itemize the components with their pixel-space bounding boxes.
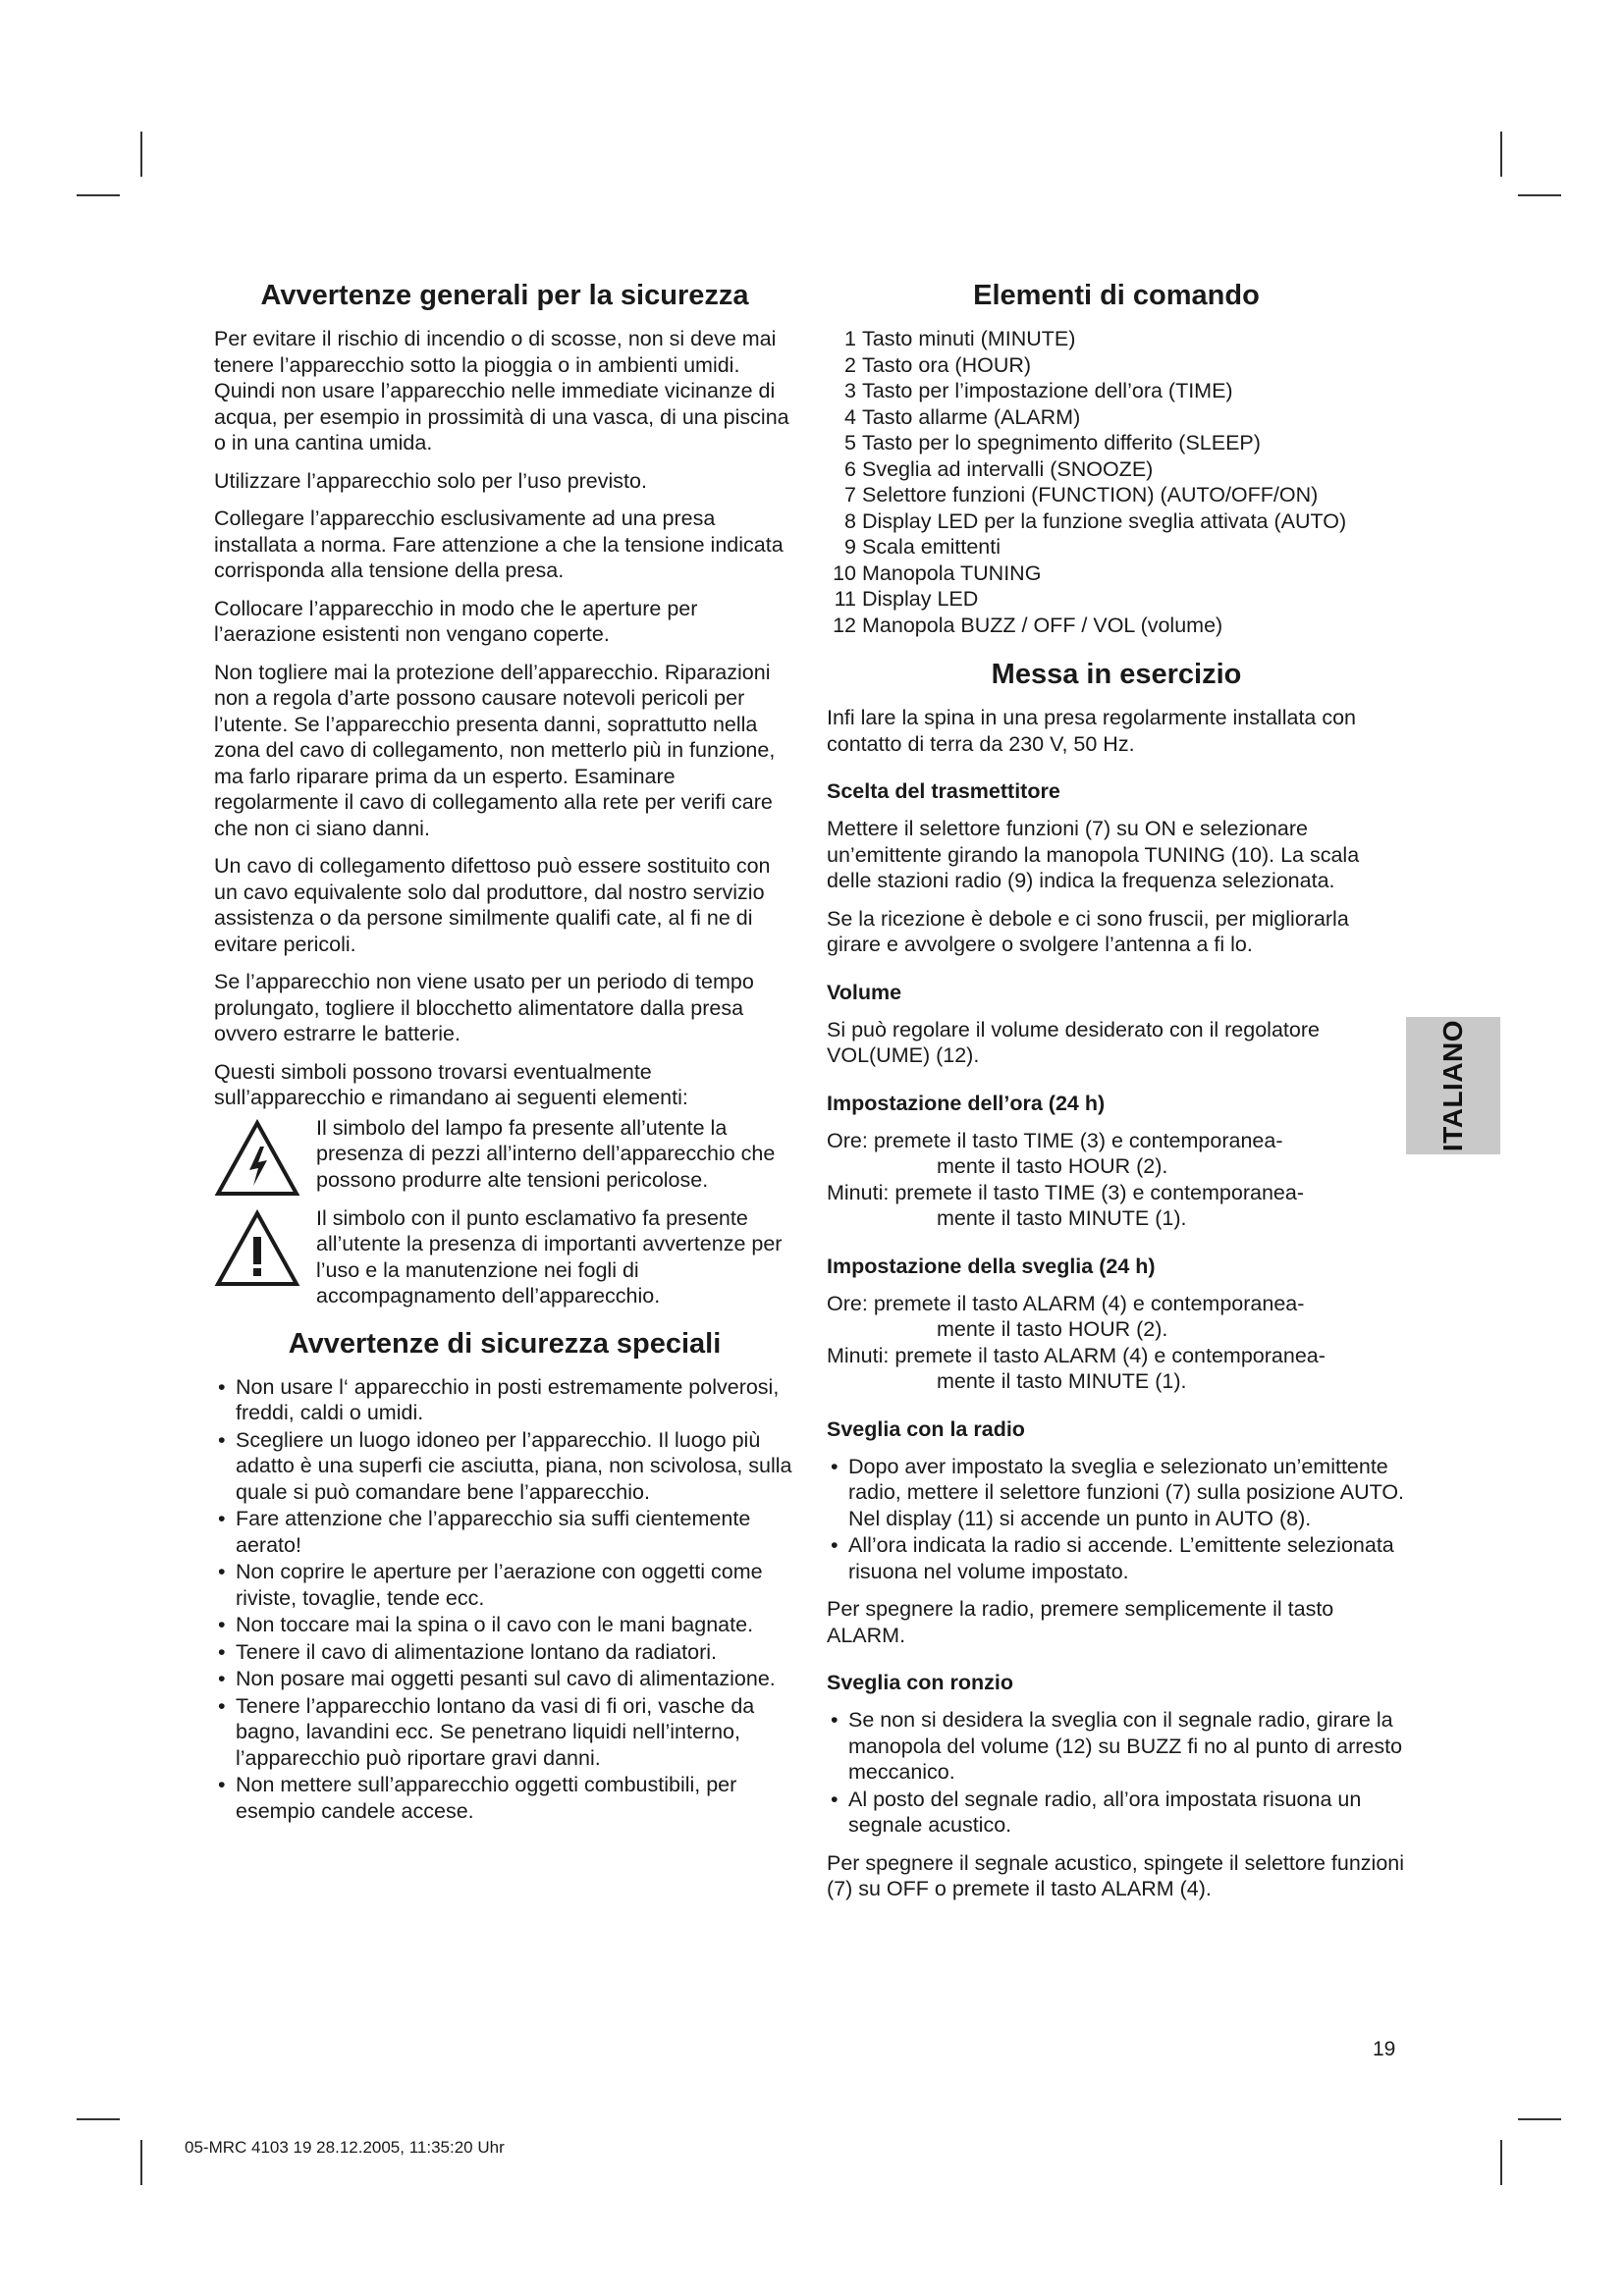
- right-column: [827, 279, 1406, 1914]
- left-column: [214, 279, 795, 1836]
- language-tab-label: ITALIANO: [1437, 1019, 1469, 1152]
- special-safety-list: [214, 1374, 795, 1825]
- paragraph: Utilizzare l’apparecchio solo per l’uso previsto.: [214, 468, 647, 493]
- subheading: Sveglia con la radio: [827, 1416, 1025, 1441]
- crop-mark: [1500, 2140, 1502, 2185]
- list-item: • Se non si desidera la sveglia con il segnale radio, girare la manopola del volume (12) su BUZZ fi no al punto di arresto meccanico.: [831, 1708, 1403, 1784]
- radio-alarm-list: [827, 1454, 1406, 1585]
- alarm-minutes-row: Minuti: premete il tasto ALARM (4) e contemporanea- mente il tasto MINUTE (1).: [827, 1343, 1326, 1393]
- page-number: 19: [1373, 2038, 1396, 2060]
- controls-list: [827, 326, 1406, 638]
- list-item: • Scegliere un luogo idoneo per l’apparecchio. Il luogo più adatto è una superfi cie asciutta, piana, non scivolosa, sulla quale si può comandare bene l’apparecchio.: [218, 1427, 792, 1504]
- crop-mark: [1518, 2118, 1561, 2120]
- general-safety-heading: Avvertenze generali per la sicurezza: [260, 280, 749, 311]
- crop-mark: [1518, 194, 1561, 196]
- list-item: 10 Manopola TUNING: [833, 561, 1042, 585]
- list-item: • Non coprire le aperture per l’aerazione con oggetti come riviste, tovaglie, tende ecc.: [218, 1560, 763, 1610]
- controls-heading: Elementi di comando: [973, 280, 1260, 311]
- list-item: 5 Tasto per lo spegnimento differito (SLEEP): [844, 431, 1261, 454]
- paragraph: Questi simboli possono trovarsi eventualmente sull’apparecchio e rimandano ai seguenti elementi:: [214, 1059, 688, 1109]
- print-footer: 05-MRC 4103 19 28.12.2005, 11:35:20 Uhr: [185, 2138, 505, 2157]
- time-hours-row: Ore: premete il tasto TIME (3) e contemporanea- mente il tasto HOUR (2).: [827, 1128, 1283, 1178]
- subheading: Scelta del trasmettitore: [827, 779, 1060, 803]
- exclamation-symbol-row: [214, 1205, 795, 1309]
- alarm-hours-row: Ore: premete il tasto ALARM (4) e contemporanea- mente il tasto HOUR (2).: [827, 1291, 1305, 1341]
- crop-mark: [140, 2140, 142, 2185]
- list-item: 1 Tasto minuti (MINUTE): [844, 327, 1076, 350]
- list-item: • Tenere il cavo di alimentazione lontano da radiatori.: [218, 1639, 718, 1664]
- list-item: 4 Tasto allarme (ALARM): [844, 404, 1081, 429]
- crop-mark: [140, 132, 142, 177]
- paragraph: Non togliere mai la protezione dell’apparecchio. Riparazioni non a regola d’arte possono causare notevoli pericoli per l’utente. Se l’apparecchio presenta danni, soprattutto nella zona del cavo di collegamento, non metterlo più in funzione, ma farlo riparare prima da un esperto. Esaminare regolarmente il cavo di collegamento alla rete per verifi care che non ci siano danni.: [214, 660, 776, 840]
- lightning-symbol-text: Il simbolo del lampo fa presente all’utente la presenza di pezzi all’interno dell’apparecchio che possono produrre alte tensioni pericolose.: [316, 1115, 776, 1192]
- paragraph: Per evitare il rischio di incendio o di scosse, non si deve mai tenere l’apparecchio sotto la pioggia o in ambienti umidi. Quindi non usare l’apparecchio nelle immediate vicinanze di acqua, per esempio in prossimità di una vasca, di una piscina o in una cantina umida.: [214, 327, 789, 454]
- paragraph: Un cavo di collegamento difettoso può essere sostituito con un cavo equivalente solo dal produttore, dal nostro servizio assistenza o da persone similmente qualifi cate, al fi ne di evitare pericoli.: [214, 854, 771, 956]
- paragraph: Si può regolare il volume desiderato con il regolatore VOL(UME) (12).: [827, 1017, 1320, 1067]
- subheading: Sveglia con ronzio: [827, 1671, 1013, 1694]
- list-item: 11 Display LED: [834, 587, 979, 611]
- paragraph: Infi lare la spina in una presa regolarmente installata con contatto di terra da 230 V, 50 Hz.: [827, 706, 1357, 756]
- list-item: • Non mettere sull’apparecchio oggetti combustibili, per esempio candele accese.: [218, 1773, 737, 1823]
- operation-heading: Messa in esercizio: [991, 659, 1242, 690]
- list-item: • Non toccare mai la spina o il cavo con le mani bagnate.: [218, 1613, 754, 1636]
- list-item: 8 Display LED per la funzione sveglia attivata (AUTO): [844, 508, 1347, 533]
- paragraph: Per spegnere la radio, premere semplicemente il tasto ALARM.: [827, 1597, 1334, 1647]
- list-item: • Non posare mai oggetti pesanti sul cavo di alimentazione.: [218, 1667, 776, 1690]
- buzz-alarm-list: [827, 1707, 1406, 1839]
- exclamation-symbol-text: Il simbolo con il punto esclamativo fa presente all’utente la presenza di importanti avvertenze per l’uso e la manutenzione nei fogli di accompagnamento dell’apparecchio.: [316, 1205, 783, 1308]
- crop-mark: [77, 2118, 120, 2120]
- paragraph: Collegare l’apparecchio esclusivamente ad una presa installata a norma. Fare attenzione a che la tensione indicata corrisponda alla tensione della presa.: [214, 507, 784, 582]
- paragraph: Collocare l’apparecchio in modo che le aperture per l’aerazione esistenti non vengano coperte.: [214, 596, 698, 646]
- list-item: • All’ora indicata la radio si accende. L’emittente selezionata risuona nel volume impostato.: [831, 1533, 1394, 1583]
- list-item: 12 Manopola BUZZ / OFF / VOL (volume): [833, 613, 1223, 637]
- lightning-warning-icon: [214, 1119, 300, 1198]
- paragraph: Se l’apparecchio non viene usato per un periodo di tempo prolungato, togliere il blocchetto alimentatore dalla presa ovvero estrarre le batterie.: [214, 970, 754, 1045]
- paragraph: Mettere il selettore funzioni (7) su ON e selezionare un’emittente girando la manopola TUNING (10). La scala delle stazioni radio (9) indica la frequenza selezionata.: [827, 817, 1360, 892]
- list-item: • Tenere l’apparecchio lontano da vasi di fi ori, vasche da bagno, lavandini ecc. Se penetrano liquidi nell’interno, l’apparecchio può riportare gravi danni.: [218, 1693, 755, 1770]
- subheading: Impostazione dell’ora (24 h): [827, 1091, 1106, 1115]
- paragraph: Per spegnere il segnale acustico, spingete il selettore funzioni (7) su OFF o premete il tasto ALARM (4).: [827, 1850, 1405, 1900]
- time-minutes-row: Minuti: premete il tasto TIME (3) e contemporanea- mente il tasto MINUTE (1).: [827, 1180, 1304, 1230]
- list-item: • Dopo aver impostato la sveglia e selezionato un’emittente radio, mettere il selettore funzioni (7) sulla posizione AUTO. Nel display (11) si accende un punto in AUTO (8).: [831, 1454, 1405, 1530]
- lightning-symbol-row: [214, 1115, 795, 1198]
- exclamation-warning-icon: [214, 1209, 300, 1288]
- subheading: Volume: [827, 980, 902, 1004]
- list-item: • Al posto del segnale radio, all’ora impostata risuona un segnale acustico.: [831, 1787, 1362, 1837]
- list-item: 9 Scala emittenti: [844, 535, 1001, 559]
- list-item: • Non usare l‘ apparecchio in posti estremamente polverosi, freddi, caldi o umidi.: [218, 1374, 780, 1424]
- list-item: 7 Selettore funzioni (FUNCTION) (AUTO/OFF/ON): [844, 483, 1319, 507]
- subheading: Impostazione della sveglia (24 h): [827, 1254, 1156, 1278]
- paragraph: Se la ricezione è debole e ci sono fruscii, per migliorarla girare e avvolgere o svolgere l’antenna a fi lo.: [827, 906, 1349, 956]
- list-item: • Fare attenzione che l’apparecchio sia suffi cientemente aerato!: [218, 1507, 751, 1557]
- special-safety-heading: Avvertenze di sicurezza speciali: [288, 1327, 722, 1360]
- list-item: 6 Sveglia ad intervalli (SNOOZE): [844, 456, 1154, 481]
- list-item: 3 Tasto per l’impostazione dell’ora (TIME): [844, 379, 1233, 402]
- language-tab: [1406, 1017, 1500, 1154]
- crop-mark: [77, 194, 120, 196]
- crop-mark: [1500, 132, 1502, 177]
- list-item: 2 Tasto ora (HOUR): [844, 352, 1032, 377]
